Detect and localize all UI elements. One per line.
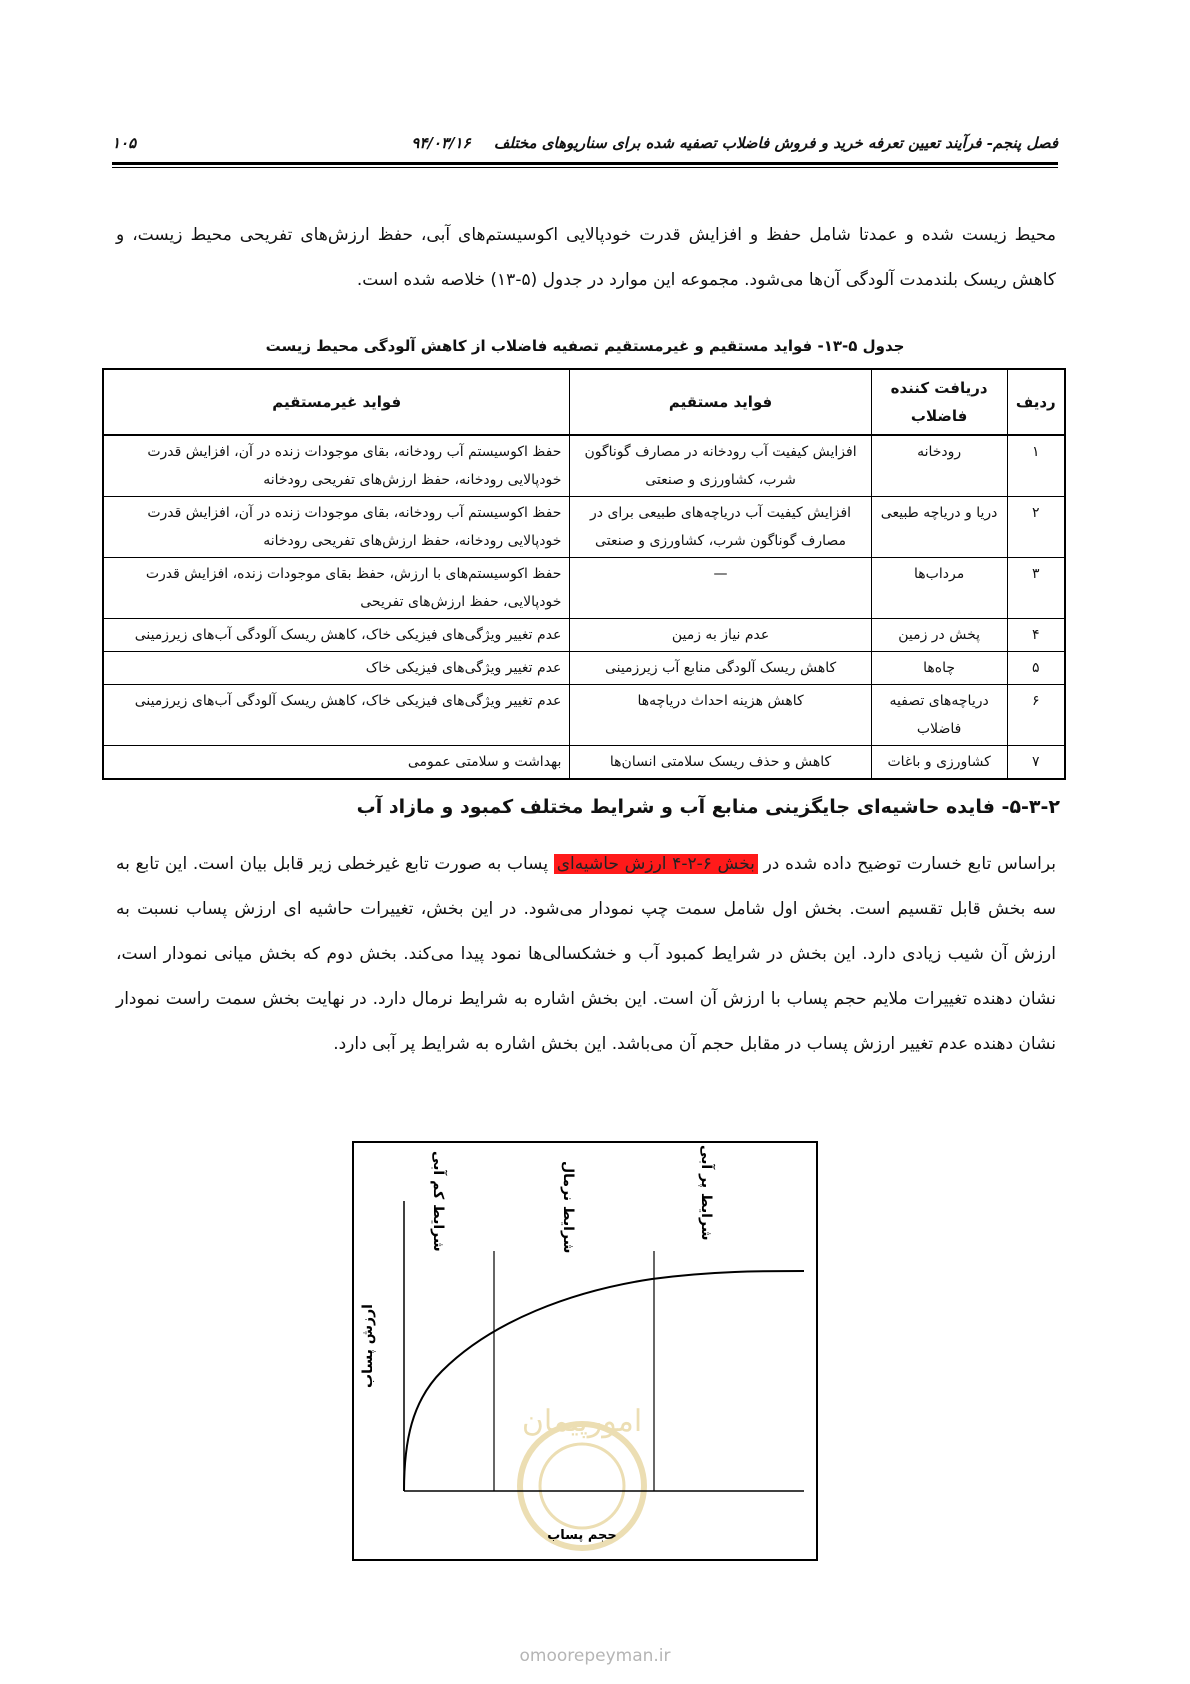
cell-receiver: رودخانه xyxy=(871,435,1007,497)
cell-direct: عدم نیاز به زمین xyxy=(570,619,871,652)
cell-indirect: عدم تغییر ویژگی‌های فیزیکی خاک، کاهش ریسک آلودگی آب‌های زیرزمینی xyxy=(103,685,570,746)
cell-indirect: عدم تغییر ویژگی‌های فیزیکی خاک، کاهش ریسک آلودگی آب‌های زیرزمینی xyxy=(103,619,570,652)
cell-receiver: چاه‌ها xyxy=(871,652,1007,685)
region-label-normal: شرایط نرمال xyxy=(560,1161,576,1254)
cell-direct: افزایش کیفیت آب رودخانه در مصارف گوناگون شرب، کشاورزی و صنعتی xyxy=(570,435,871,497)
cell-row-number: ۷ xyxy=(1007,746,1065,780)
header-rule-thin xyxy=(112,167,1058,168)
cell-direct: کاهش هزینه احداث دریاچه‌ها xyxy=(570,685,871,746)
cell-row-number: ۳ xyxy=(1007,558,1065,619)
figure-svg xyxy=(352,1141,818,1561)
cell-indirect: حفظ اکوسیستم‌های با ارزش، حفظ بقای موجودات زنده، افزایش قدرت خودپالایی، حفظ ارزش‌های تفریحی xyxy=(103,558,570,619)
cell-receiver: مرداب‌ها xyxy=(871,558,1007,619)
section-paragraph xyxy=(116,842,1056,1067)
header-title xyxy=(411,134,1058,152)
cell-row-number: ۴ xyxy=(1007,619,1065,652)
region-label-low: شرایط کم آبی xyxy=(430,1151,446,1252)
table-row xyxy=(103,497,1065,558)
x-axis-label: حجم پساب xyxy=(547,1528,617,1543)
intro-paragraph: محیط زیست شده و عمدتا شامل حفظ و افزایش قدرت خودپالایی اکوسیستم‌های آبی، حفظ ارزش‌های تفریحی محیط زیست، و کاهش ریسک بلندمدت آلودگی آن‌ها می‌شود. مجموعه این موارد در جدول (۵-۱۳) خلاصه شده است. xyxy=(116,225,1056,290)
cell-indirect: حفظ اکوسیستم آب رودخانه، بقای موجودات زنده در آن، افزایش قدرت خودپالایی رودخانه، حفظ ارزش‌های تفریحی رودخانه xyxy=(103,497,570,558)
cell-row-number: ۱ xyxy=(1007,435,1065,497)
cell-indirect: حفظ اکوسیستم آب رودخانه، بقای موجودات زنده در آن، افزایش قدرت خودپالایی رودخانه، حفظ ارزش‌های تفریحی رودخانه xyxy=(103,435,570,497)
cell-direct: کاهش و حذف ریسک سلامتی انسان‌ها xyxy=(570,746,871,780)
header-rule-thick xyxy=(112,162,1058,165)
watermark-site: omoorepeyman.ir xyxy=(519,1646,671,1666)
table-row xyxy=(103,435,1065,497)
cell-receiver: دریا و دریاچه طبیعی xyxy=(871,497,1007,558)
table-row xyxy=(103,619,1065,652)
table-row xyxy=(103,652,1065,685)
cell-receiver: دریاچه‌های تصفیه فاضلاب xyxy=(871,685,1007,746)
cell-indirect: بهداشت و سلامتی عمومی xyxy=(103,746,570,780)
cell-row-number: ۲ xyxy=(1007,497,1065,558)
page-number: ۱۰۵ xyxy=(112,134,137,152)
cell-direct: — xyxy=(570,558,871,619)
cell-direct: افزایش کیفیت آب دریاچه‌های طبیعی برای در مصارف گوناگون شرب، کشاورزی و صنعتی xyxy=(570,497,871,558)
table-header-row xyxy=(103,369,1065,435)
header-date: ۹۴/۰۳/۱۶ xyxy=(411,134,471,152)
watermark-logo-text: امورپیمان xyxy=(521,1404,643,1439)
paragraph-text-end: پساب به صورت تابع غیرخطی زیر قابل بیان است. این تابع به سه بخش قابل تقسیم است. بخش اول شامل سمت چپ نمودار می‌شود. در این بخش، تغییرات حاشیه ای ارزش پساب نسبت به ارزش آن شیب زیادی دارد. این بخش در شرایط کمبود آب و خشکسالی‌ها نمود پیدا می‌کند. بخش دوم که بخش میانی نمودار است، نشان دهنده تغییرات ملایم حجم پساب با ارزش آن است. این بخش اشاره به شرایط نرمال دارد. در نهایت بخش سمت راست نمودار نشان دهنده عدم تغییر ارزش پساب در مقابل حجم آن می‌باشد. این بخش اشاره به شرایط پر آبی دارد. xyxy=(116,854,1056,1054)
chapter-title: فصل پنجم- فرآیند تعیین تعرفه خرید و فروش فاضلاب تصفیه شده برای سناریوهای مختلف xyxy=(493,134,1058,152)
table-row xyxy=(103,558,1065,619)
header-indirect-benefits: فواید غیرمستقیم xyxy=(103,369,570,435)
marginal-value-figure xyxy=(352,1141,818,1561)
y-axis-label: ارزش پساب xyxy=(360,1304,376,1388)
table-row xyxy=(103,685,1065,746)
cell-receiver: پخش در زمین xyxy=(871,619,1007,652)
figure-frame xyxy=(353,1142,817,1560)
header-row-number: ردیف xyxy=(1007,369,1065,435)
header-receiver: دریافت کننده فاضلاب xyxy=(871,369,1007,435)
cell-row-number: ۶ xyxy=(1007,685,1065,746)
highlighted-reference: بخش ۶-۲-۴ ارزش حاشیه‌ای xyxy=(554,854,758,874)
cell-indirect: عدم تغییر ویژگی‌های فیزیکی خاک xyxy=(103,652,570,685)
benefits-table xyxy=(102,368,1066,780)
cell-direct: کاهش ریسک آلودگی منابع آب زیرزمینی xyxy=(570,652,871,685)
cell-receiver: کشاورزی و باغات xyxy=(871,746,1007,780)
table-row xyxy=(103,746,1065,780)
region-label-high: شرایط پر آبی xyxy=(698,1145,714,1241)
cell-row-number: ۵ xyxy=(1007,652,1065,685)
header-direct-benefits: فواید مستقیم xyxy=(570,369,871,435)
section-heading: ۵-۳-۲- فایده حاشیه‌ای جایگزینی منابع آب و شرایط مختلف کمبود و مازاد آب xyxy=(356,796,1060,818)
paragraph-text-start: براساس تابع خسارت توضیح داده شده در xyxy=(763,854,1056,874)
page-header xyxy=(112,130,1058,160)
table-caption: جدول ۵-۱۳- فواید مستقیم و غیرمستقیم تصفیه فاضلاب از کاهش آلودگی محیط زیست xyxy=(265,337,905,355)
